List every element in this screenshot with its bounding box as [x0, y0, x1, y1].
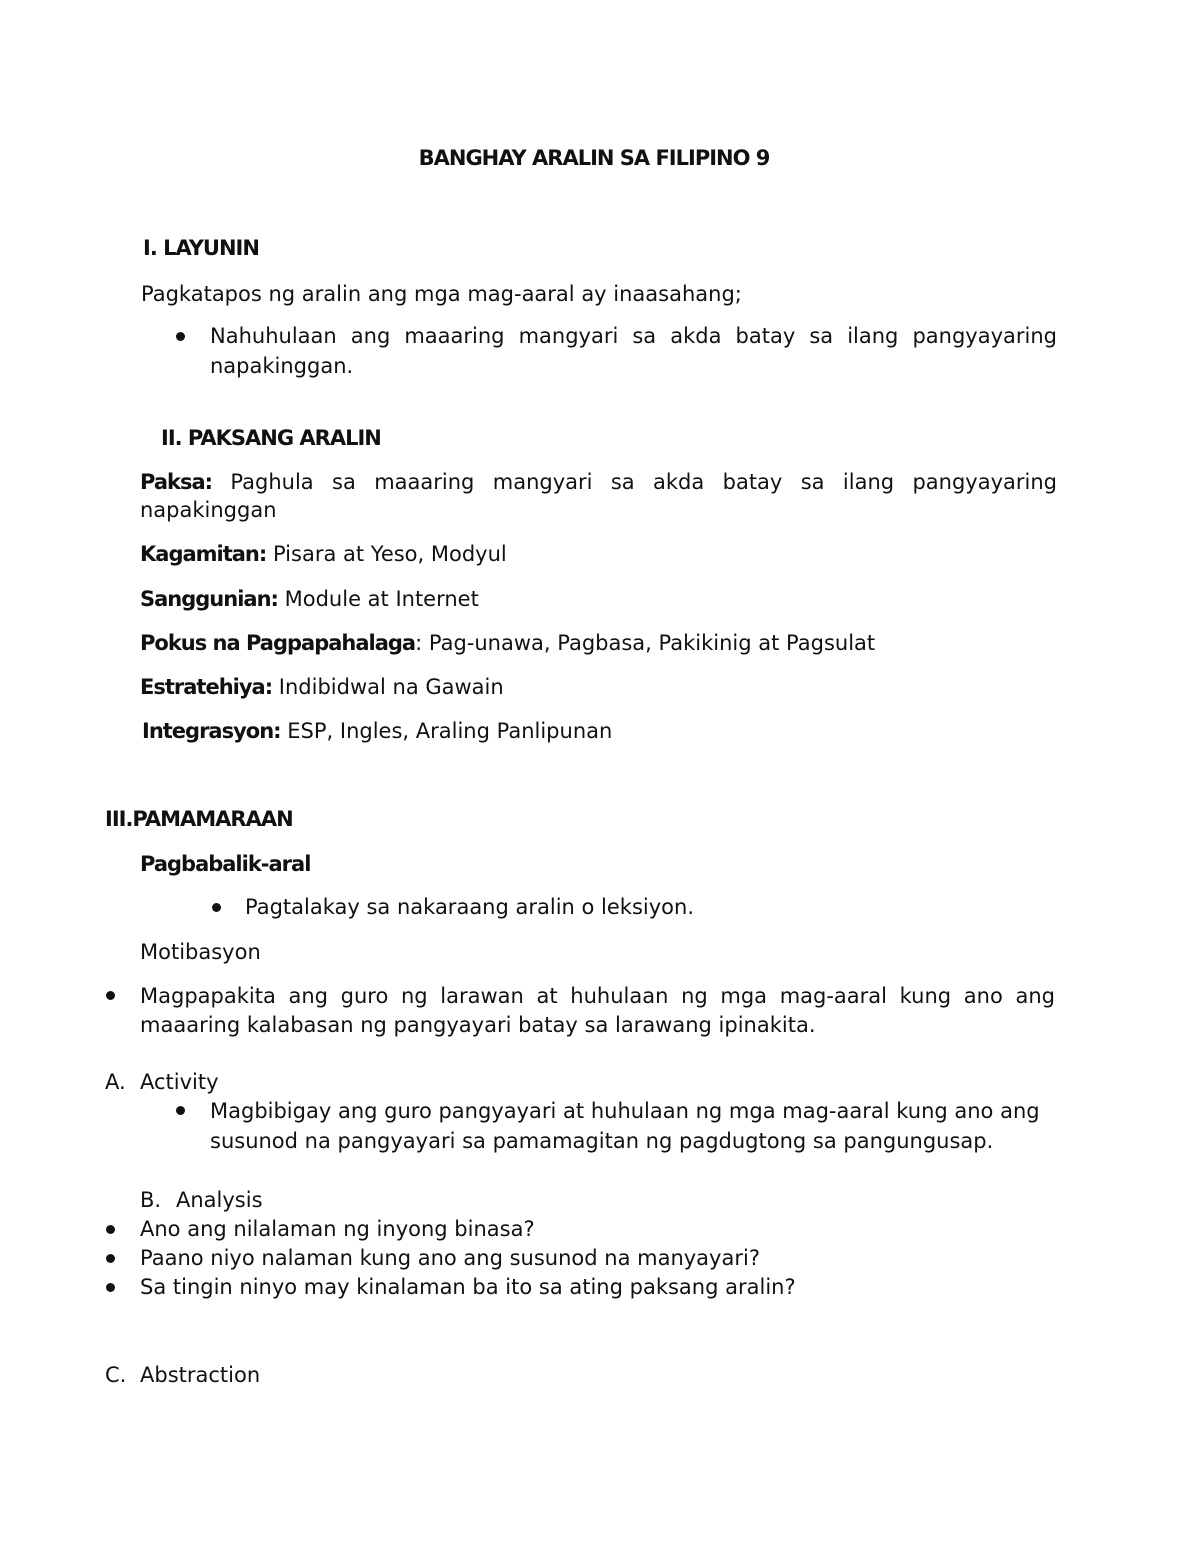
bullet-icon: [176, 1106, 185, 1115]
paksa-line1: [140, 468, 1057, 496]
motibasyon-line1: Magpapakita ang guro ng larawan at huhulaan ng mga mag-aaral kung ano ang: [140, 984, 1055, 1008]
section-heading-pamamaraan: III.PAMAMARAAN: [105, 807, 293, 831]
section-heading-paksang-aralin: II. PAKSANG ARALIN: [161, 426, 381, 450]
bullet-icon: [212, 903, 221, 912]
activity-line1: Magbibigay ang guro pangyayari at huhulaan ng mga mag-aaral kung ano ang: [210, 1099, 1040, 1123]
activity-letter: A.: [105, 1070, 126, 1094]
paksa-value: Paghula sa maaaring mangyari sa akda batay sa ilang pangyayaring: [230, 470, 1057, 494]
analysis-question: Sa tingin ninyo may kinalaman ba ito sa ating paksang aralin?: [140, 1275, 796, 1299]
analysis-question: Ano ang nilalaman ng inyong binasa?: [140, 1217, 535, 1241]
activity-label: Activity: [140, 1070, 219, 1094]
section-heading-layunin: I. LAYUNIN: [143, 236, 259, 260]
abstraction-letter: C.: [105, 1363, 127, 1387]
motibasyon-line2: maaaring kalabasan ng pangyayari batay sa larawang ipinakita.: [140, 1013, 816, 1037]
pokus-label: Pokus na Pagpapahalaga: [140, 631, 416, 655]
bullet-icon: [106, 1254, 115, 1263]
abstraction-label: Abstraction: [140, 1363, 261, 1387]
analysis-question: Paano niyo nalaman kung ano ang susunod na manyayari?: [140, 1246, 760, 1270]
estratehiya-value: Indibidwal na Gawain: [278, 675, 504, 699]
motibasyon-heading: Motibasyon: [140, 940, 261, 964]
paksa-label: Paksa:: [140, 470, 213, 494]
layunin-bullet-line1: Nahuhulaan ang maaaring mangyari sa akda batay sa ilang pangyayaring: [210, 324, 1057, 348]
paksa-line2: napakinggan: [140, 498, 277, 522]
bullet-icon: [106, 1225, 115, 1234]
sanggunian-value: Module at Internet: [284, 587, 479, 611]
balik-aral-bullet: Pagtalakay sa nakaraang aralin o leksiyon.: [245, 895, 694, 919]
activity-line2: susunod na pangyayari sa pamamagitan ng pagdugtong sa pangungusap.: [210, 1129, 994, 1153]
kagamitan-label: Kagamitan:: [140, 542, 267, 566]
sanggunian-label: Sanggunian:: [140, 587, 278, 611]
kagamitan-row: [140, 540, 507, 568]
page-title: BANGHAY ARALIN SA FILIPINO 9: [418, 146, 770, 170]
sanggunian-row: [140, 585, 479, 613]
bullet-icon: [106, 1283, 115, 1292]
pokus-value: : Pag-unawa, Pagbasa, Pakikinig at Pagsulat: [415, 631, 876, 655]
balik-aral-heading: Pagbabalik-aral: [140, 852, 311, 876]
analysis-letter: B.: [140, 1188, 162, 1212]
layunin-intro: Pagkatapos ng aralin ang mga mag-aaral ay inaasahang;: [141, 282, 742, 306]
estratehiya-row: [140, 673, 504, 701]
kagamitan-value: Pisara at Yeso, Modyul: [272, 542, 507, 566]
bullet-icon: [106, 991, 115, 1000]
pokus-row: [140, 629, 875, 657]
estratehiya-label: Estratehiya:: [140, 675, 273, 699]
bullet-icon: [176, 332, 185, 341]
integrasyon-value: ESP, Ingles, Araling Panlipunan: [287, 719, 613, 743]
integrasyon-row: [142, 717, 612, 745]
layunin-bullet-line2: napakinggan.: [210, 354, 354, 378]
analysis-label: Analysis: [176, 1188, 263, 1212]
integrasyon-label: Integrasyon:: [142, 719, 281, 743]
